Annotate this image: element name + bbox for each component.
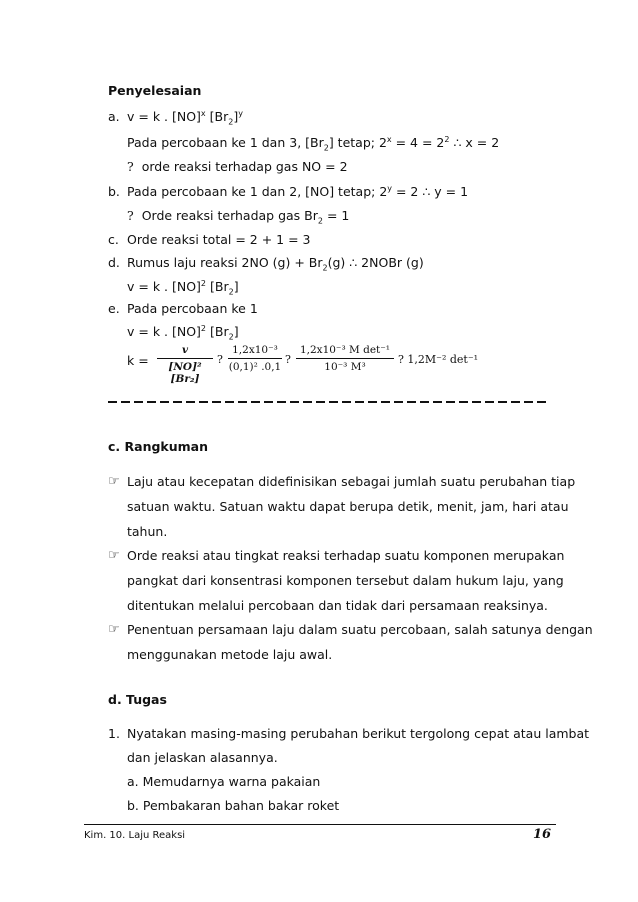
task-1-item-b: b. Pembakaran bahan bakar roket (127, 798, 340, 813)
equals-glyph: ? (285, 353, 291, 366)
order-no-derivation: Pada percobaan ke 1 dan 3, $[Br_2]$ tetap; $2^x = 4 = 2^2$ ∴ x = 2 (127, 134, 500, 153)
order-br2-result: ? Orde reaksi terhadap gas $Br_2 = 1$ (127, 208, 350, 226)
task-1-item-a: a. Memudarnya warna pakaian (127, 774, 321, 789)
task-1-line1: Nyatakan masing-masing perubahan berikut tergolong cepat atau lambat (127, 726, 590, 741)
summary-p2-line3: ditentukan melalui percobaan dan tidak dari persamaan reaksinya. (127, 598, 548, 613)
item-marker-b: b. (108, 184, 120, 199)
summary-p1-line3: tahun. (127, 524, 168, 539)
section-heading-summary: c. Rangkuman (108, 439, 208, 454)
k-result: ? 1,2M⁻² det⁻¹ (398, 353, 479, 366)
pointing-hand-icon: ☞ (108, 548, 120, 563)
pointing-hand-icon: ☞ (108, 622, 120, 637)
k-fraction-symbolic-den: [NO]² [Br₂] (168, 361, 202, 385)
k-fraction-symbolic-num: v (157, 344, 213, 359)
total-order: Orde reaksi total = 2 + 1 = 3 (127, 232, 311, 247)
summary-p2-line1: Orde reaksi atau tingkat reaksi terhadap suatu komponen merupakan (127, 548, 565, 563)
rate-law-specific: v = k . [NO]$^2$ $[Br_2]$ (127, 278, 239, 297)
k-fraction-numeric-den: (0,1)² .0,1 (228, 361, 282, 373)
equals-glyph: ? (217, 353, 223, 366)
summary-p2-line2: pangkat dari konsentrasi komponen tersebut dalam hukum laju, yang (127, 573, 564, 588)
section-heading-solution: Penyelesaian (108, 83, 202, 98)
pointing-hand-icon: ☞ (108, 474, 120, 489)
item-marker-d: d. (108, 255, 120, 270)
task-1-line2: dan jelaskan alasannya. (127, 750, 278, 765)
summary-p1-line1: Laju atau kecepatan didefinisikan sebagai jumlah suatu perubahan tiap (127, 474, 576, 489)
footer-rule (84, 824, 556, 825)
item-marker-e: e. (108, 301, 120, 316)
k-fraction-units-num: 1,2x10⁻³ M det⁻¹ (296, 344, 394, 359)
summary-p3-line1: Penentuan persamaan laju dalam suatu percobaan, salah satunya dengan (127, 622, 593, 637)
reaction-equation: Rumus laju reaksi 2NO $(g) + Br_2(g)$ ∴ 2NOBr (g) (127, 255, 424, 273)
k-fraction-units-den: 10⁻³ M³ (324, 361, 366, 373)
k-fraction-numeric-num: 1,2x10⁻³ (228, 344, 282, 359)
k-fraction-symbolic (157, 344, 213, 385)
k-fraction-units (296, 344, 394, 373)
order-no-result: ? orde reaksi terhadap gas NO = 2 (127, 159, 348, 174)
summary-p1-line2: satuan waktu. Satuan waktu dapat berupa detik, menit, jam, hari atau (127, 499, 569, 514)
rate-law-general: v = k . [NO]$^x$ $[Br_2]^y$ (127, 108, 243, 127)
task-marker-1: 1. (108, 726, 120, 741)
k-equation-lhs: k = (127, 353, 149, 368)
page-number: 16 (533, 827, 552, 842)
footer-course-label: Kim. 10. Laju Reaksi (84, 830, 186, 841)
summary-p3-line2: menggunakan metode laju awal. (127, 647, 333, 662)
order-br2-derivation: Pada percobaan ke 1 dan 2, [NO] tetap; $2^y = 2$ ∴ y = 1 (127, 183, 469, 199)
rate-law-experiment-one: v = k . [NO]$^2$ $[Br_2]$ (127, 323, 239, 342)
item-marker-a: a. (108, 109, 120, 124)
section-heading-tasks: d. Tugas (108, 692, 167, 707)
item-marker-c: c. (108, 232, 119, 247)
experiment-one-label: Pada percobaan ke 1 (127, 301, 258, 316)
k-fraction-numeric (228, 344, 282, 373)
dashed-separator (108, 401, 550, 403)
